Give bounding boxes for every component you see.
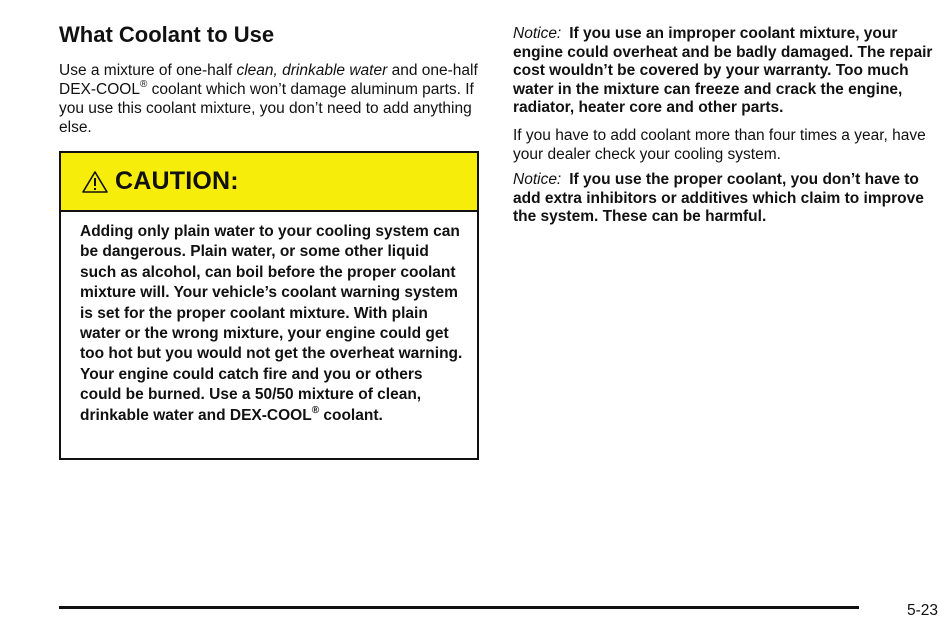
footer-rule xyxy=(59,606,859,609)
intro-text-italic: clean, drinkable water xyxy=(236,62,388,79)
section-heading: What Coolant to Use xyxy=(59,22,275,47)
caution-text xyxy=(61,212,477,426)
intro-text-2: and one-half DEX-COOL xyxy=(59,62,478,98)
caution-text-end: coolant. xyxy=(319,406,383,424)
notice-text: If you use an improper coolant mixture, your engine could overheat and be badly damaged. The repair cost wouldn’t be covered by your warranty. Too much water in the mixture can freeze and crack the engine, radiator, heater core and other parts. xyxy=(513,25,933,117)
notice-proper-coolant xyxy=(513,171,941,227)
notice-improper-mixture xyxy=(513,25,941,118)
notice-text: If you use the proper coolant, you don’t have to add extra inhibitors or additives which claim to improve the system. These can be harmful. xyxy=(513,170,924,226)
left-column xyxy=(59,22,484,137)
caution-title: CAUTION: xyxy=(115,167,239,195)
add-coolant-paragraph: If you have to add coolant more than four times a year, have your dealer check your cooling system. xyxy=(513,126,926,163)
intro-text-3: coolant which won’t damage aluminum parts. If you use this coolant mixture, you don’t need to add anything else. xyxy=(59,81,474,136)
registered-mark: ® xyxy=(139,78,148,90)
caution-box xyxy=(59,151,479,460)
page-number: 5-23 xyxy=(906,602,938,619)
intro-text-1: Use a mixture of one-half xyxy=(59,62,237,79)
caution-header xyxy=(61,153,477,212)
caution-text-main: Adding only plain water to your cooling system can be dangerous. Plain water, or some other liquid such as alcohol, can boil before the proper coolant mixture will. Your vehicle’s coolant warning system is set for the proper coolant mixture. With plain water or the wrong mixture, your engine could get too hot but you would not get the overheat warning. Your engine could catch fire and you or others could be burned. Use a 50/50 mixture of clean, drinkable water and DEX-COOL xyxy=(80,223,463,424)
registered-mark: ® xyxy=(311,404,320,416)
notice-label: Notice: xyxy=(513,25,562,42)
warning-triangle-icon xyxy=(81,170,109,194)
right-column xyxy=(513,25,941,235)
notice-label: Notice: xyxy=(513,170,562,188)
intro-paragraph xyxy=(59,61,484,137)
